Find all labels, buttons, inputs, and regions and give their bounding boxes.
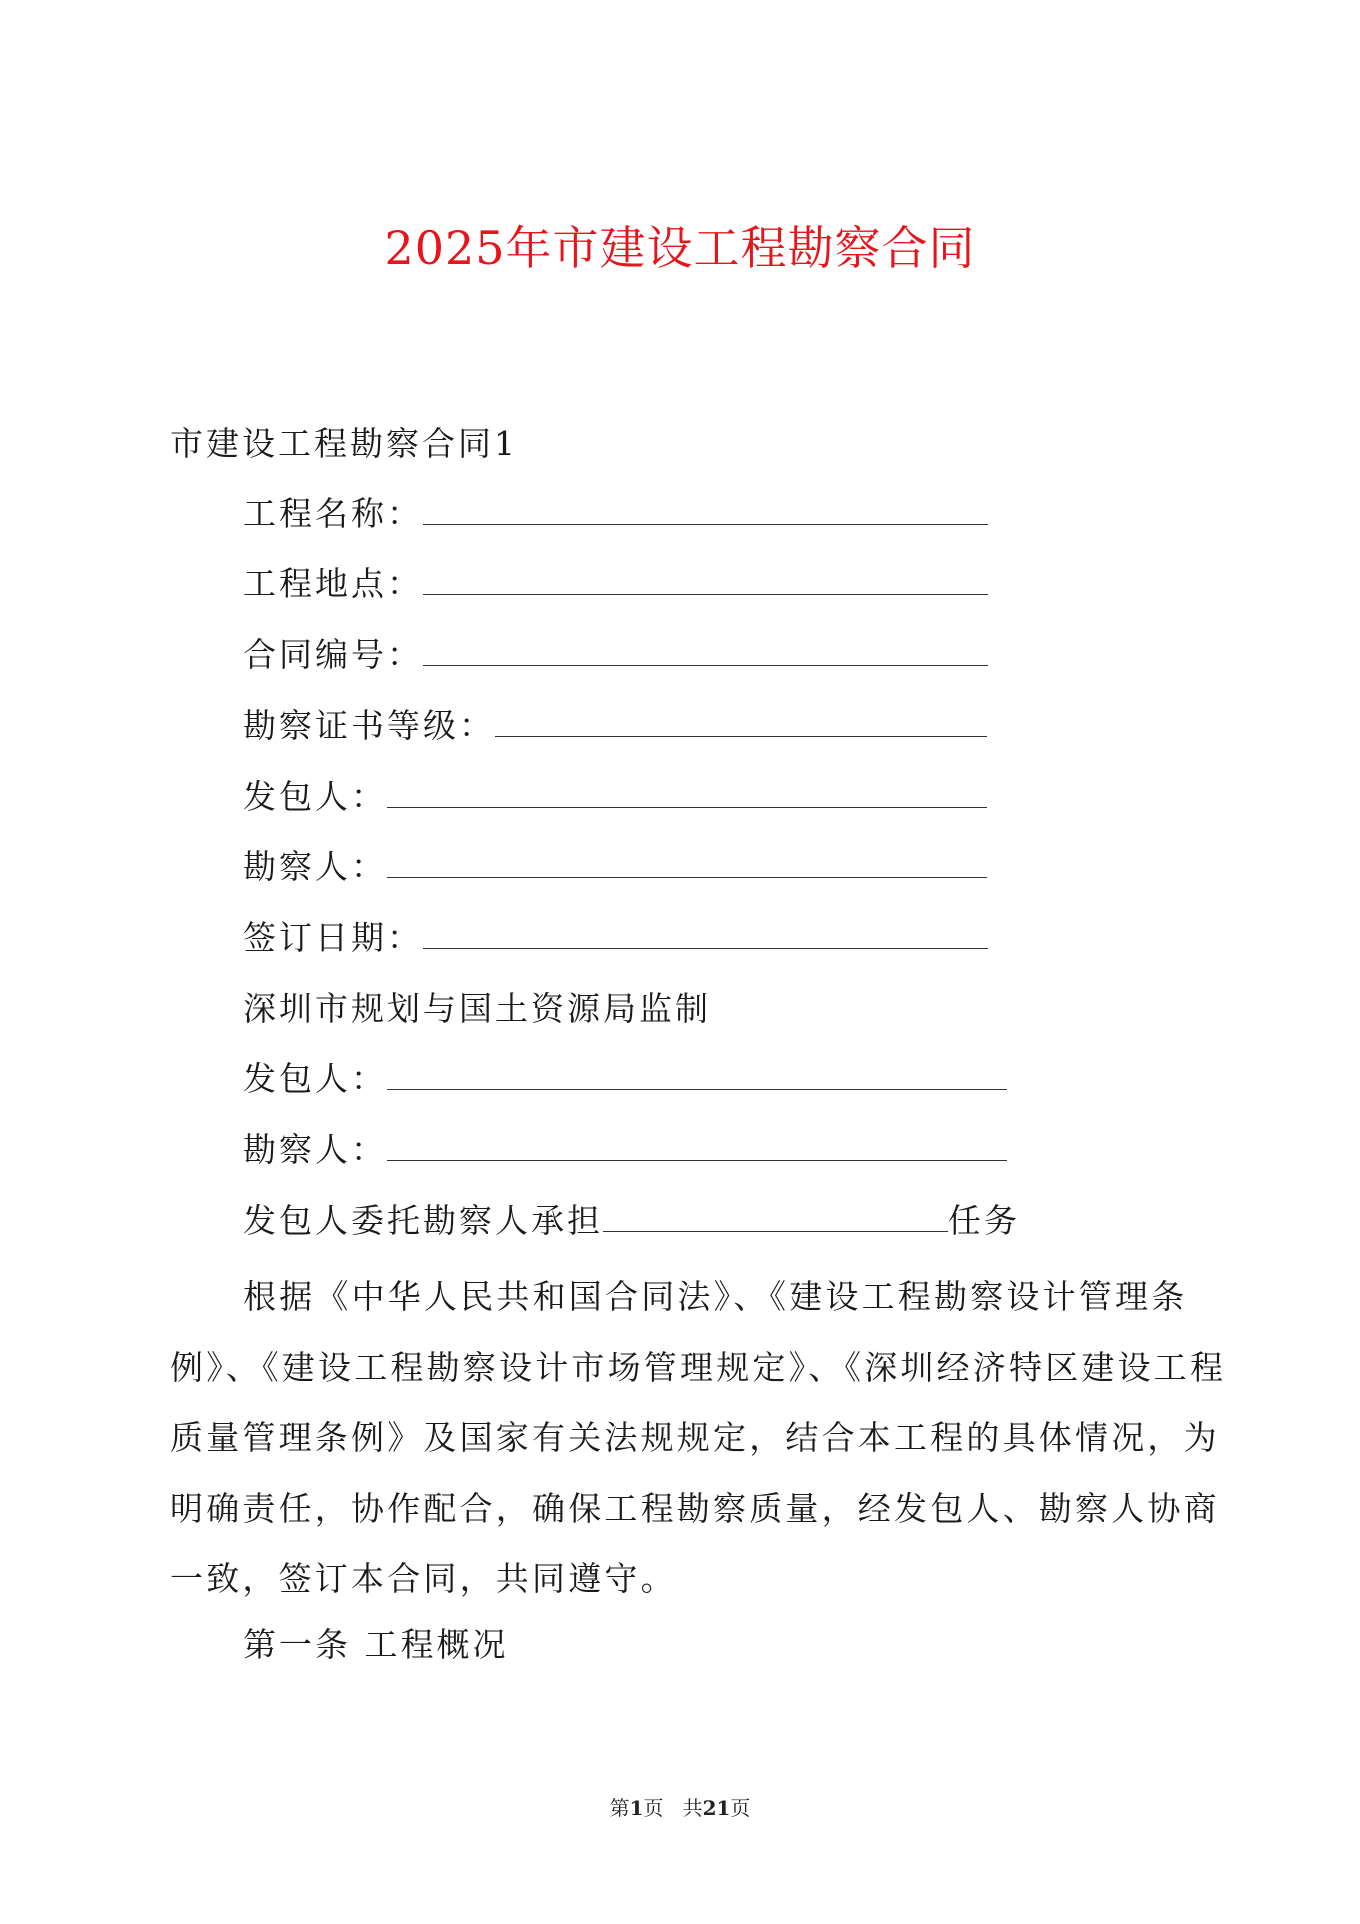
issuer-line: 深圳市规划与国土资源局监制 bbox=[243, 989, 711, 1028]
field-contract-number bbox=[243, 633, 988, 677]
document-title: 2025年市建设工程勘察合同 bbox=[384, 221, 976, 275]
field-blank bbox=[387, 777, 987, 808]
page-footer bbox=[0, 1796, 1360, 1820]
party-employer bbox=[243, 1057, 1007, 1101]
commission-blank bbox=[603, 1201, 948, 1232]
preamble-paragraph: 根据《中华人民共和国合同法》、《建设工程勘察设计管理条例》、《建设工程勘察设计市场管理规定》、《深圳经济特区建设工程质量管理条例》及国家有关法规规定，结合本工程的具体情况，为明确责任，协作配合，确保工程勘察质量，经发包人、勘察人协商一致，签订本合同，共同遵守。 bbox=[170, 1277, 1227, 1598]
field-surveyor bbox=[243, 845, 987, 889]
field-label: 签订日期： bbox=[243, 918, 423, 957]
field-label: 合同编号： bbox=[243, 635, 423, 674]
field-label: 勘察人： bbox=[243, 847, 387, 886]
party-surveyor bbox=[243, 1128, 1007, 1172]
footer-prefix: 第 bbox=[609, 1796, 630, 1820]
field-blank bbox=[387, 1059, 1007, 1090]
footer-page-total: 21 bbox=[702, 1796, 731, 1820]
commission-prefix: 发包人委托勘察人承担 bbox=[243, 1201, 603, 1240]
field-employer bbox=[243, 775, 987, 819]
field-certificate-grade bbox=[243, 704, 987, 748]
footer-mid: 页 共 bbox=[643, 1796, 703, 1820]
field-signing-date bbox=[243, 916, 988, 960]
field-blank bbox=[387, 847, 987, 878]
footer-suffix: 页 bbox=[730, 1796, 751, 1820]
field-label: 勘察人： bbox=[243, 1130, 387, 1169]
commission-suffix: 任务 bbox=[948, 1201, 1020, 1240]
commission-line bbox=[243, 1199, 1020, 1243]
field-label: 工程地点： bbox=[243, 564, 423, 603]
field-blank bbox=[495, 706, 987, 737]
field-blank bbox=[387, 1130, 1007, 1161]
field-project-location bbox=[243, 562, 988, 606]
field-project-name bbox=[243, 492, 988, 536]
article-heading: 第一条 工程概况 bbox=[243, 1625, 509, 1664]
section-heading: 市建设工程勘察合同1 bbox=[170, 424, 518, 463]
field-blank bbox=[423, 918, 988, 949]
field-label: 发包人： bbox=[243, 1059, 387, 1098]
field-label: 发包人： bbox=[243, 777, 387, 816]
field-blank bbox=[423, 564, 988, 595]
footer-page-number: 1 bbox=[629, 1796, 644, 1820]
field-blank bbox=[423, 635, 988, 666]
field-label: 工程名称： bbox=[243, 494, 423, 533]
field-label: 勘察证书等级： bbox=[243, 706, 495, 745]
field-blank bbox=[423, 494, 988, 525]
